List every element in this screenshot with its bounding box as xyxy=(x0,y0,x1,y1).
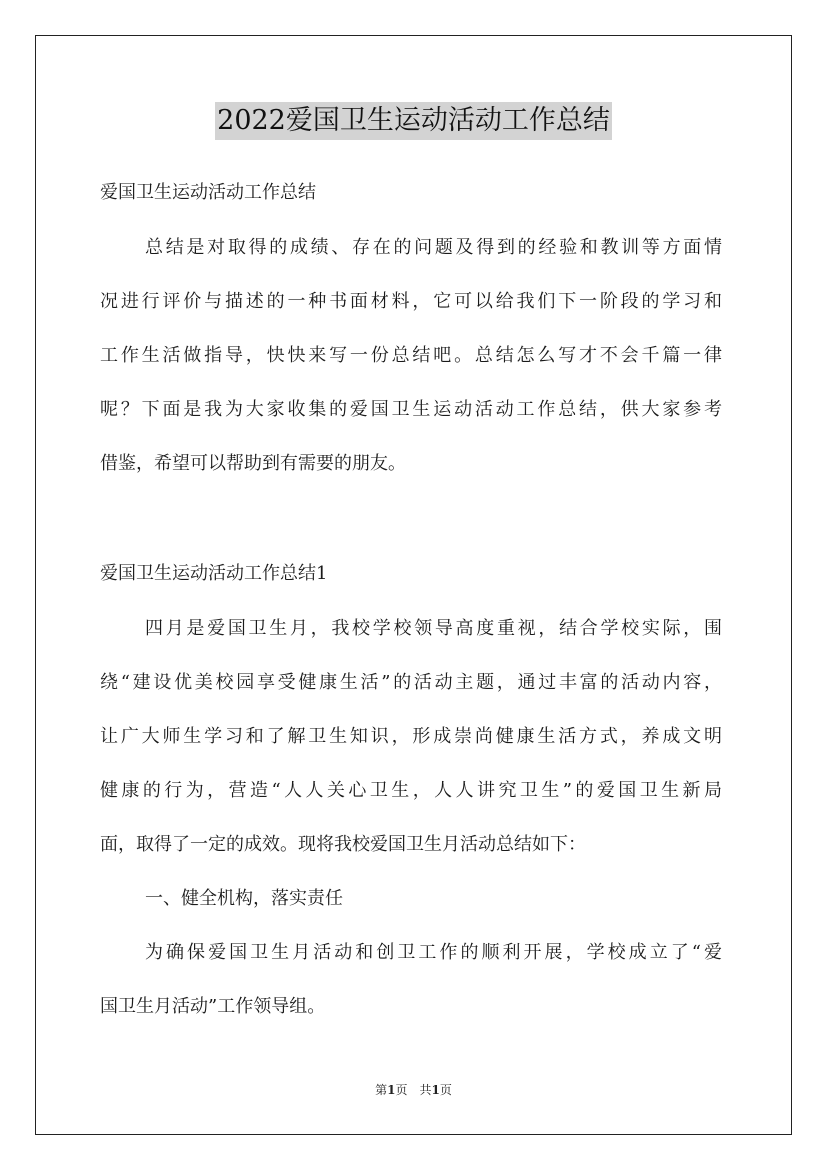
intro-line: 况进行评价与描述的一种书面材料，它可以给我们下一阶段的学习和 xyxy=(100,291,722,312)
section-line: 绕“建设优美校园享受健康生活”的活动主题，通过丰富的活动内容， xyxy=(100,672,722,693)
footer-suffix: 页 xyxy=(439,1083,452,1097)
intro-line: 呢？下面是我为大家收集的爱国卫生运动活动工作总结，供大家参考 xyxy=(100,399,722,420)
section-line: 让广大师生学习和了解卫生知识，形成崇尚健康生活方式，养成文明 xyxy=(100,726,722,747)
section-line: 面，取得了一定的成效。现将我校爱国卫生月活动总结如下： xyxy=(100,834,586,855)
footer-mid: 页 共 xyxy=(395,1083,432,1097)
intro-line: 总结是对取得的成绩、存在的问题及得到的经验和教训等方面情 xyxy=(145,237,722,258)
document-subtitle: 爱国卫生运动活动工作总结 xyxy=(100,182,316,203)
footer-current-page: 1 xyxy=(387,1083,396,1097)
document-title: 2022爱国卫生运动活动工作总结 xyxy=(215,102,612,140)
page-footer xyxy=(0,1082,827,1098)
footer-prefix: 第 xyxy=(375,1083,388,1097)
intro-line: 工作生活做指导，快快来写一份总结吧。总结怎么写才不会千篇一律 xyxy=(100,345,722,366)
section-heading: 爱国卫生运动活动工作总结1 xyxy=(100,563,328,584)
intro-line: 借鉴，希望可以帮助到有需要的朋友。 xyxy=(100,453,406,474)
point-line: 国卫生月活动”工作领导组。 xyxy=(100,996,326,1017)
section-line: 四月是爱国卫生月，我校学校领导高度重视，结合学校实际，围 xyxy=(145,618,722,639)
section-line: 健康的行为，营造“人人关心卫生，人人讲究卫生”的爱国卫生新局 xyxy=(100,780,722,801)
footer-total-pages: 1 xyxy=(431,1083,440,1097)
title-container xyxy=(0,102,827,140)
point-line: 为确保爱国卫生月活动和创卫工作的顺利开展，学校成立了“爱 xyxy=(145,942,722,963)
point-heading: 一、健全机构，落实责任 xyxy=(145,888,343,909)
